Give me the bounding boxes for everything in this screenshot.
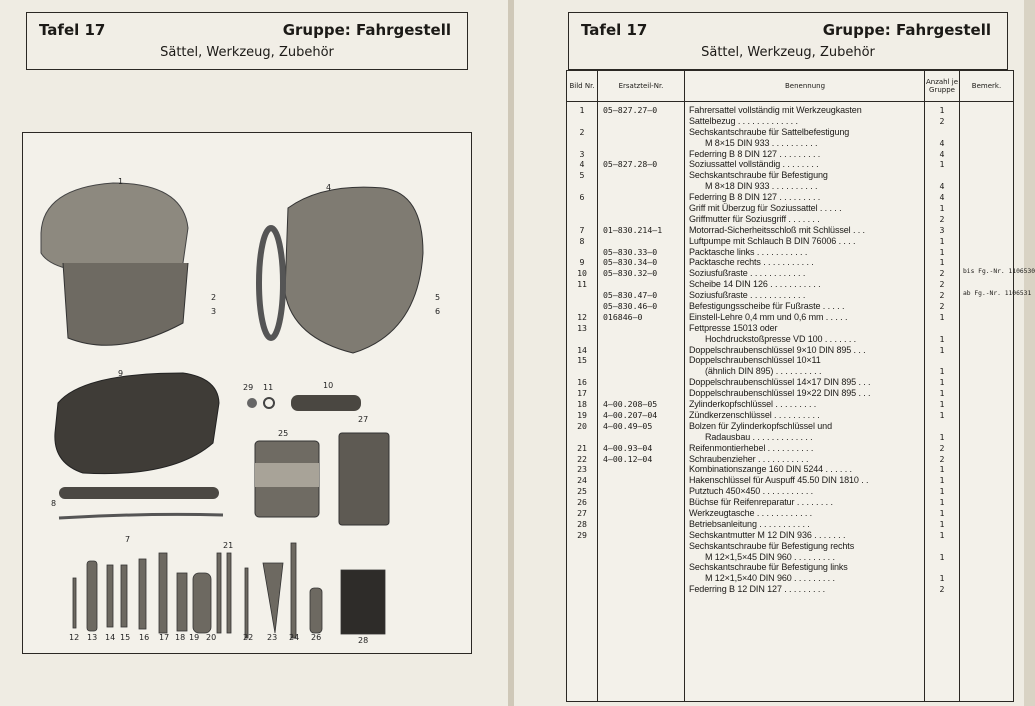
label-17: 17 (159, 633, 170, 642)
table-row (567, 464, 1013, 475)
table-row (567, 497, 1013, 508)
cell-bild-nr: 23 (577, 464, 587, 475)
cell-bild-nr: 1 (579, 105, 585, 115)
label-23: 23 (267, 633, 278, 642)
cell-bild-nr: 28 (577, 518, 587, 529)
table-row (567, 236, 1013, 247)
cell-description: Scheibe 14 DIN 126 . . . . . . . . . . . (689, 279, 821, 290)
cell-quantity: 1 (939, 344, 945, 355)
cell-bild-nr: 19 (577, 409, 587, 420)
cell-description: Einstell-Lehre 0,4 mm und 0,6 mm . . . . . (689, 311, 848, 322)
cell-description: Doppelschraubenschlüssel 9×10 DIN 895 . . . (689, 344, 866, 355)
table-row (567, 323, 1013, 334)
manual-book (341, 570, 385, 634)
table-row (567, 127, 1013, 138)
label-2: 2 (211, 293, 217, 302)
table-row (567, 290, 1032, 301)
pannier-bag (55, 373, 219, 474)
parts-drawing (23, 133, 471, 653)
cell-description: Fahrersattel vollständig mit Werkzeugkasten (689, 105, 862, 115)
cell-quantity: 1 (939, 311, 945, 322)
table-row (567, 454, 1013, 465)
cell-quantity: 1 (939, 507, 945, 518)
col-qty-header: Anzahl je Gruppe (925, 78, 959, 94)
table-row (567, 584, 1013, 595)
table-row (567, 366, 1013, 377)
cell-description: Bolzen für Zylinderkopfschlüssel und (689, 420, 832, 431)
table-row (567, 486, 1013, 497)
cell-description: Soziussattel vollständig . . . . . . . . (689, 159, 819, 170)
tafel-title: Tafel 17 (39, 21, 106, 39)
cell-bild-nr: 6 (579, 192, 585, 203)
table-row (567, 388, 1013, 399)
cell-description: M 12×1,5×45 DIN 960 . . . . . . . . . (705, 551, 835, 562)
label-24: 24 (289, 633, 300, 642)
label-14: 14 (105, 633, 116, 642)
cell-description: M 8×15 DIN 933 . . . . . . . . . . (705, 137, 818, 148)
cell-description: M 8×18 DIN 933 . . . . . . . . . . (705, 181, 818, 192)
table-row (567, 399, 1013, 410)
cell-part-number: 05—830.32—0 (603, 268, 658, 279)
cell-description: Putztuch 450×450 . . . . . . . . . . . (689, 486, 814, 497)
label-22: 22 (243, 633, 254, 642)
cell-bild-nr: 18 (577, 399, 587, 410)
gruppe-title-right: Gruppe: Fahrgestell (822, 21, 991, 39)
cell-description: Sechskantschraube für Befestigung rechts (689, 540, 855, 551)
cell-part-number: 05—830.46—0 (603, 301, 658, 312)
cell-bild-nr: 20 (577, 420, 587, 431)
cell-part-number: 4—00.208—05 (603, 399, 658, 410)
cell-description: Reifenmontierhebel . . . . . . . . . . (689, 442, 814, 453)
left-page (0, 0, 511, 706)
table-row (567, 508, 1013, 519)
cell-quantity: 1 (939, 159, 945, 170)
cell-description: Federring B 8 DIN 127 . . . . . . . . . (689, 192, 821, 203)
table-row (567, 225, 1013, 236)
cell-quantity: 2 (939, 584, 945, 595)
table-row (567, 105, 1013, 116)
cell-description: Doppelschraubenschlüssel 14×17 DIN 895 . . . (689, 377, 871, 388)
cell-quantity: 1 (939, 551, 945, 562)
cell-quantity: 1 (939, 366, 945, 377)
table-row (567, 138, 1013, 149)
cell-quantity: 1 (939, 464, 945, 475)
cell-quantity: 4 (939, 181, 945, 192)
footrest (291, 395, 361, 411)
cell-bild-nr: 14 (577, 344, 587, 355)
label-7: 7 (125, 535, 131, 544)
col-nr-header: Bild Nr. (569, 82, 595, 90)
cell-quantity: 1 (939, 246, 945, 257)
cell-description: Zylinderkopfschlüssel . . . . . . . . . (689, 399, 817, 410)
cell-bild-nr: 29 (577, 529, 587, 540)
label-12: 12 (69, 633, 80, 642)
cell-description: Sechskantmutter M 12 DIN 936 . . . . . . . (689, 529, 846, 540)
table-row (567, 573, 1013, 584)
cell-description: Federring B 12 DIN 127 . . . . . . . . . (689, 584, 826, 595)
cell-remark: ab Fg.-Nr. 1106531 (963, 290, 1032, 298)
cell-description: Sechskantschraube für Sattelbefestigung (689, 126, 850, 137)
rider-saddle (41, 183, 188, 274)
cell-part-number: 05—830.33—0 (603, 246, 658, 257)
cell-bild-nr: 3 (579, 148, 585, 159)
table-row (567, 541, 1013, 552)
table-row (567, 562, 1013, 573)
subtitle: Sättel, Werkzeug, Zubehör (160, 45, 334, 60)
label-6: 6 (435, 307, 441, 316)
left-header-box (26, 12, 468, 70)
cell-part-number: 05—827.28—0 (603, 159, 658, 170)
label-28: 28 (358, 636, 369, 645)
pillion-grip (259, 228, 283, 338)
parts-table (566, 70, 1035, 702)
label-9: 9 (118, 369, 124, 378)
label-8: 8 (51, 499, 57, 508)
table-row (567, 519, 1013, 530)
cell-description: Hochdruckstoßpresse VD 100 . . . . . . . (705, 333, 857, 344)
cell-quantity: 1 (939, 105, 945, 115)
cell-description: Sechskantschraube für Befestigung (689, 170, 828, 181)
table-row (567, 432, 1013, 443)
tool-bag (339, 433, 389, 525)
cell-bild-nr: 24 (577, 475, 587, 486)
label-21: 21 (223, 541, 234, 550)
table-row (567, 279, 1013, 290)
cell-quantity: 1 (939, 497, 945, 508)
cell-quantity: 1 (939, 475, 945, 486)
gruppe-title: Gruppe: Fahrgestell (282, 21, 451, 39)
cell-bild-nr: 21 (577, 442, 587, 453)
cell-description: Griff mit Überzug für Soziussattel . . . . . (689, 203, 842, 214)
cell-quantity: 3 (939, 224, 945, 235)
table-row (567, 181, 1013, 192)
cell-description: Soziusfußraste . . . . . . . . . . . . (689, 268, 806, 279)
label-3: 3 (211, 307, 217, 316)
label-11: 11 (263, 383, 274, 392)
table-row (567, 345, 1013, 356)
table-row (567, 334, 1013, 345)
cell-bild-nr: 11 (577, 279, 587, 290)
cell-description: Zündkerzenschlüssel . . . . . . . . . . (689, 409, 820, 420)
table-row (567, 355, 1013, 366)
parts-illustration (22, 132, 472, 654)
tafel-title-right: Tafel 17 (581, 21, 648, 39)
cell-description: Doppelschraubenschlüssel 19×22 DIN 895 . . . (689, 388, 871, 399)
cell-bild-nr: 9 (579, 257, 585, 268)
label-19: 19 (189, 633, 200, 642)
cell-description: Doppelschraubenschlüssel 10×11 (689, 355, 821, 366)
cell-quantity: 1 (939, 388, 945, 399)
cell-quantity: 1 (939, 409, 945, 420)
cell-bild-nr: 7 (579, 224, 585, 235)
cell-bild-nr: 10 (577, 268, 587, 279)
nut (247, 398, 257, 408)
table-row (567, 421, 1013, 432)
cell-description: Büchse für Reifenreparatur . . . . . . . . (689, 497, 833, 508)
cell-quantity: 2 (939, 213, 945, 224)
table-row (567, 475, 1013, 486)
cell-quantity: 4 (939, 148, 945, 159)
table-row (567, 552, 1013, 563)
cell-quantity: 1 (939, 431, 945, 442)
cell-description: Griffmutter für Soziusgriff . . . . . . . (689, 213, 820, 224)
label-16: 16 (139, 633, 150, 642)
cell-description: Sattelbezug . . . . . . . . . . . . . (689, 115, 798, 126)
tool-set (73, 543, 385, 638)
cell-quantity: 2 (939, 453, 945, 464)
cell-description: Hakenschlüssel für Auspuff 45.50 DIN 1810 . . (689, 475, 869, 486)
cell-description: Schraubenzieher . . . . . . . . . . . (689, 453, 809, 464)
cell-quantity: 1 (939, 377, 945, 388)
table-row (567, 377, 1013, 388)
table-row (567, 203, 1013, 214)
air-pump (59, 487, 219, 499)
col-name-header: Benennung (784, 82, 826, 90)
cell-bild-nr: 2 (579, 126, 585, 137)
cell-description: Betriebsanleitung . . . . . . . . . . . (689, 518, 810, 529)
label-1: 1 (118, 177, 124, 186)
pillion-saddle (285, 187, 423, 353)
cell-part-number: 01—830.214—1 (603, 224, 663, 235)
cell-part-number: 4—00.93—04 (603, 442, 653, 453)
table-body (567, 105, 1035, 595)
table-row (567, 214, 1013, 225)
cell-description: Radausbau . . . . . . . . . . . . . (705, 431, 813, 442)
table-row (567, 247, 1013, 258)
cell-quantity: 1 (939, 333, 945, 344)
cell-description: Sechskantschraube für Befestigung links (689, 562, 848, 573)
table-row (567, 149, 1013, 160)
cell-quantity: 2 (939, 290, 945, 301)
cell-description: M 12×1,5×40 DIN 960 . . . . . . . . . (705, 573, 835, 584)
label-13: 13 (87, 633, 98, 642)
cell-part-number: 4—00.207—04 (603, 409, 658, 420)
table-row (567, 268, 1035, 279)
cell-quantity: 1 (939, 518, 945, 529)
cell-quantity: 1 (939, 486, 945, 497)
cell-part-number: 4—00.49—05 (603, 420, 653, 431)
label-29: 29 (243, 383, 254, 392)
cell-bild-nr: 15 (577, 355, 587, 366)
cell-part-number: 05—827.27—0 (603, 105, 658, 115)
cell-part-number: 016846—0 (603, 311, 643, 322)
cell-quantity: 1 (939, 203, 945, 214)
label-26: 26 (311, 633, 322, 642)
table-row (567, 410, 1013, 421)
table-row (567, 116, 1013, 127)
table-row (567, 530, 1013, 541)
label-25: 25 (278, 429, 289, 438)
cell-part-number: 05—830.47—0 (603, 290, 658, 301)
cell-quantity: 2 (939, 301, 945, 312)
cell-quantity: 1 (939, 257, 945, 268)
table-row (567, 257, 1013, 268)
cell-bild-nr: 27 (577, 507, 587, 518)
cell-bild-nr: 13 (577, 322, 587, 333)
cell-quantity: 2 (939, 268, 945, 279)
cell-description: Kombinationszange 160 DIN 5244 . . . . . . (689, 464, 852, 475)
table-row (567, 159, 1013, 170)
cell-description: Motorrad-Sicherheitsschloß mit Schlüssel . . . (689, 224, 865, 235)
cell-description: Befestigungsscheibe für Fußraste . . . . . (689, 301, 845, 312)
cell-description: Packtasche links . . . . . . . . . . . (689, 246, 808, 257)
cell-description: Federring B 8 DIN 127 . . . . . . . . . (689, 148, 821, 159)
cell-bild-nr: 26 (577, 497, 587, 508)
cell-bild-nr: 16 (577, 377, 587, 388)
label-20: 20 (206, 633, 217, 642)
cell-quantity: 4 (939, 137, 945, 148)
cell-quantity: 1 (939, 529, 945, 540)
label-4: 4 (326, 183, 332, 192)
subtitle-right: Sättel, Werkzeug, Zubehör (701, 45, 875, 60)
cell-bild-nr: 5 (579, 170, 585, 181)
table-header (567, 71, 1013, 102)
table-row (567, 301, 1013, 312)
cell-quantity: 1 (939, 399, 945, 410)
table-row (567, 192, 1013, 203)
label-5: 5 (435, 293, 441, 302)
label-27: 27 (358, 415, 369, 424)
cell-description: (ähnlich DIN 895) . . . . . . . . . . (705, 366, 822, 377)
cell-quantity: 2 (939, 115, 945, 126)
cell-bild-nr: 12 (577, 311, 587, 322)
cell-quantity: 1 (939, 235, 945, 246)
label-15: 15 (120, 633, 131, 642)
cell-quantity: 2 (939, 442, 945, 453)
cell-description: Soziusfußraste . . . . . . . . . . . . (689, 290, 806, 301)
cell-bild-nr: 22 (577, 453, 587, 464)
cell-quantity: 2 (939, 279, 945, 290)
cell-bild-nr: 25 (577, 486, 587, 497)
table-row (567, 170, 1013, 181)
cell-part-number: 05—830.34—0 (603, 257, 658, 268)
cell-quantity: 4 (939, 192, 945, 203)
col-part-header: Ersatzteil-Nr. (618, 82, 664, 90)
cell-remark: bis Fg.-Nr. 1106530 (963, 268, 1035, 276)
washer (264, 398, 274, 408)
cell-bild-nr: 17 (577, 388, 587, 399)
col-rem-header: Bemerk. (971, 82, 1002, 90)
cell-description: Packtasche rechts . . . . . . . . . . . (689, 257, 814, 268)
label-10: 10 (323, 381, 334, 390)
right-header-box (568, 12, 1008, 70)
cell-bild-nr: 8 (579, 235, 585, 246)
cell-description: Fettpresse 15013 oder (689, 322, 778, 333)
cell-part-number: 4—00.12—04 (603, 453, 653, 464)
table-row (567, 312, 1013, 323)
cell-quantity: 1 (939, 573, 945, 584)
table-row (567, 443, 1013, 454)
cell-bild-nr: 4 (579, 159, 585, 170)
label-18: 18 (175, 633, 186, 642)
cell-description: Luftpumpe mit Schlauch B DIN 76006 . . . . (689, 235, 856, 246)
cell-description: Werkzeugtasche . . . . . . . . . . . . (689, 507, 813, 518)
